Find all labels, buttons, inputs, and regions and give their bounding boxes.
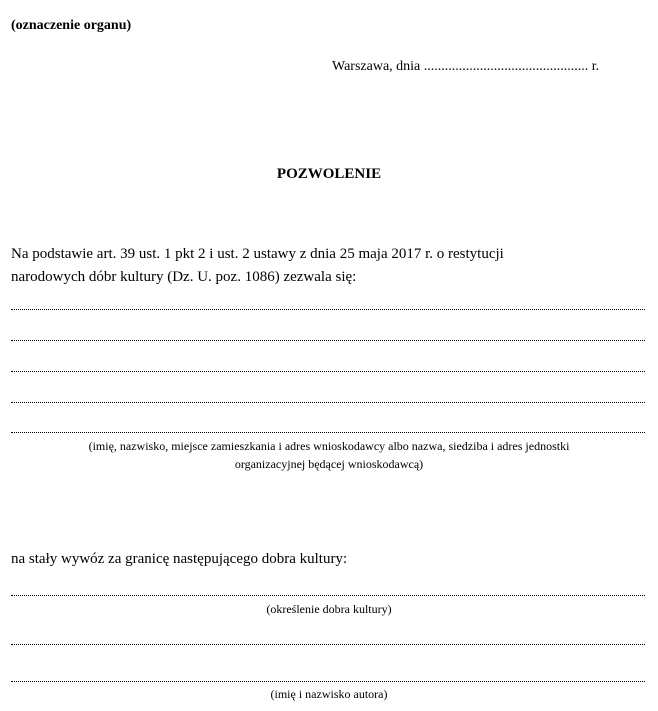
document-title: POZWOLENIE	[276, 166, 382, 182]
applicant-fill-line-4	[11, 402, 645, 403]
legal-basis-line-2: narodowych dóbr kultury (Dz. U. poz. 1086) zezwala się:	[11, 269, 357, 285]
applicant-fill-line-1	[11, 309, 645, 310]
applicant-caption-line-1: (imię, nazwisko, miejsce zamieszkania i adres wnioskodawcy albo nazwa, siedziba i adres jednostki	[88, 439, 570, 453]
applicant-caption	[0, 437, 658, 473]
legal-basis-paragraph	[11, 243, 631, 289]
cultural-good-caption: (określenie dobra kultury)	[266, 602, 392, 616]
legal-basis-line-1: Na podstawie art. 39 ust. 1 pkt 2 i ust. 2 ustawy z dnia 25 maja 2017 r. o restytucji	[11, 246, 504, 262]
applicant-fill-line-5	[11, 432, 645, 433]
author-fill-line-2	[11, 681, 645, 682]
place-date-line: Warszawa, dnia ............................................... r.	[332, 59, 600, 74]
applicant-caption-line-2: organizacyjnej będącej wnioskodawcą)	[234, 457, 424, 471]
export-statement: na stały wywóz za granicę następującego dobra kultury:	[11, 551, 348, 567]
author-fill-line-1	[11, 644, 645, 645]
applicant-fill-line-3	[11, 371, 645, 372]
applicant-fill-line-2	[11, 340, 645, 341]
author-caption: (imię i nazwisko autora)	[270, 687, 388, 701]
cultural-good-fill-line	[11, 595, 645, 596]
organ-designation-label: (oznaczenie organu)	[11, 18, 132, 33]
